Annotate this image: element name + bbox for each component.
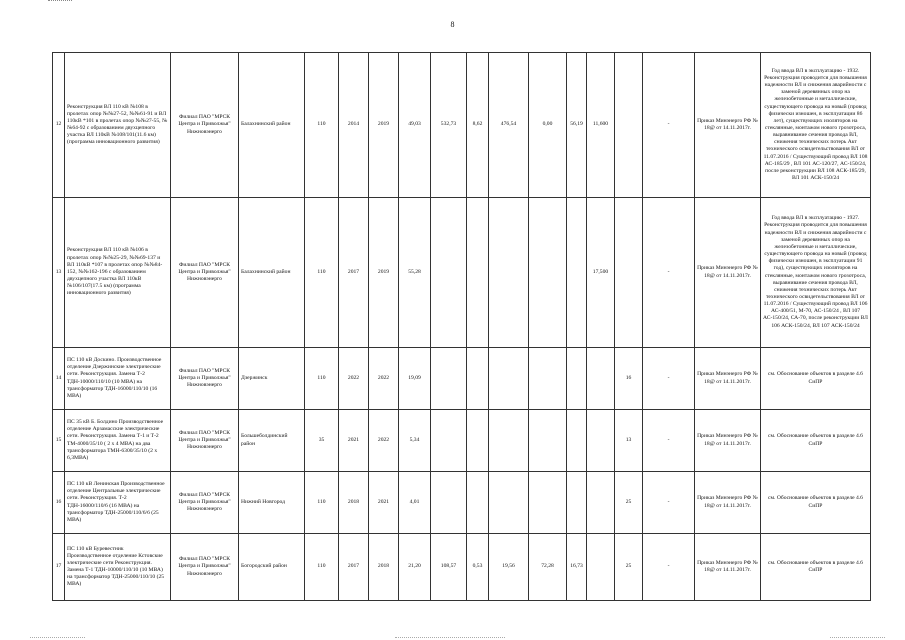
area: Большеболдинский район [239,410,305,472]
year-start: 2017 [339,198,369,348]
value-5 [529,198,567,348]
value-5 [529,348,567,410]
value-9: - [643,348,695,410]
year-end: 2022 [369,410,399,472]
value-1: 5,34 [399,410,431,472]
object-name: Реконструкция ВЛ 110 кВ №108 в пролетах опор №№27-52, №№61-91 и ВЛ 110кВ *101 в пролетах опор №№27-55, №№64-92 с образованием двухцепного участка ВЛ 110кВ №108/101(11.6 км) (программа инновационного развития) [65,53,171,198]
row-number: 13 [53,198,65,348]
scan-edge-mark [30,637,85,638]
value-3: 8,62 [467,53,489,198]
table-row [53,472,871,534]
scan-edge-mark [395,637,505,638]
value-9: - [643,534,695,601]
object-name: ПС 110 кВ Буревестник Производственное отделение Кстовские электрические сети Реконструкция. Замена Т-1 ТДН-10000/110/10 (10 МВА) на трансформатор ТДН-25000/110/10 (25 МВА) [65,534,171,601]
value-4 [489,472,529,534]
voltage: 110 [305,534,339,601]
value-4: 476,54 [489,53,529,198]
value-2: 532,73 [431,53,467,198]
row-number: 12 [53,53,65,198]
value-4: 19,56 [489,534,529,601]
company: Филиал ПАО "МРСК Центра и Приволжья" Нижновэнерго [171,472,239,534]
value-6 [567,198,587,348]
value-5 [529,472,567,534]
value-7: 11,600 [587,53,615,198]
value-9: - [643,472,695,534]
value-8 [615,198,643,348]
value-7 [587,472,615,534]
company: Филиал ПАО "МРСК Центра и Приволжья" Нижновэнерго [171,53,239,198]
order-reference: Приказ Минэнерго РФ № 18@ от 14.11.2017г. [695,472,761,534]
order-reference: Приказ Минэнерго РФ № 18@ от 14.11.2017г. [695,348,761,410]
note: см. Обоснование объектов в разделе 4.6 СиПР [761,534,871,601]
value-6: 16,73 [567,534,587,601]
object-name: Реконструкция ВЛ 110 кВ №106 в пролетах опор №№25-29, №№69-137 и ВЛ 110кВ *107 в пролетах опор №№84-152, №№162-196 с образованием двухцепного участка ВЛ 110кВ №106/107(17.5 км) (программа инновационного развития) [65,198,171,348]
year-end: 2019 [369,53,399,198]
value-9: - [643,198,695,348]
value-1: 55,28 [399,198,431,348]
area: Богородский район [239,534,305,601]
value-5 [529,410,567,472]
voltage: 110 [305,198,339,348]
year-end: 2018 [369,534,399,601]
order-reference: Приказ Минэнерго РФ № 18@ от 14.11.2017г. [695,53,761,198]
value-8: 13 [615,410,643,472]
table-row [53,348,871,410]
year-end: 2019 [369,198,399,348]
row-number: 16 [53,472,65,534]
order-reference: Приказ Минэнерго РФ № 18@ от 14.11.2017г. [695,534,761,601]
company: Филиал ПАО "МРСК Центра и Приволжья" Нижновэнерго [171,198,239,348]
company: Филиал ПАО "МРСК Центра и Приволжья" Нижновэнерго [171,410,239,472]
value-6 [567,348,587,410]
value-1: 21,20 [399,534,431,601]
object-name: ПС 110 кВ Ленинская Производственное отделение Центральные электрические сети. Реконструкция. Т-2 ТДН-16000/110/6 (16 МВА) на трансформатор ТДН-25000/110/6/6 (25 МВА) [65,472,171,534]
page-number: 8 [450,20,455,29]
value-4 [489,198,529,348]
company: Филиал ПАО "МРСК Центра и Приволжья" Нижновэнерго [171,348,239,410]
order-reference: Приказ Минэнерго РФ № 18@ от 14.11.2017г. [695,410,761,472]
value-6 [567,472,587,534]
value-3 [467,198,489,348]
note: см. Обоснование объектов в разделе 4.6 СиПР [761,472,871,534]
value-3 [467,348,489,410]
note: см. Обоснование объектов в разделе 4.6 СиПР [761,410,871,472]
year-end: 2021 [369,472,399,534]
table-row [53,410,871,472]
company: Филиал ПАО "МРСК Центра и Приволжья" Нижновэнерго [171,534,239,601]
value-3: 0,53 [467,534,489,601]
value-3 [467,472,489,534]
value-8: 25 [615,534,643,601]
year-start: 2017 [339,534,369,601]
value-7 [587,348,615,410]
area: Нижний Новгород [239,472,305,534]
value-4 [489,410,529,472]
table-row [53,53,871,198]
note: см. Обоснование объектов в разделе 4.6 СиПР [761,348,871,410]
row-number: 14 [53,348,65,410]
value-5: 72,28 [529,534,567,601]
value-6 [567,410,587,472]
note: Год ввода ВЛ в эксплуатацию - 1932. Реконструкция проводится для повышения надежности ВЛ и снижения аварийности с заменой деревянных опор на железобетонные и металлические, существующего провода на новый (провод физически изношен, в эксплуатации 86 лет), существующих изоляторов на стеклянные, монтажом нового грозотроса, выравнивание сечения провода ВЛ, снижения технических потерь Акт технического освидетельствования ВЛ от 11.07.2016 / Существующий провод ВЛ 108 АС-185/29 , ВЛ 101 АС-120/27, АС-150/24, после реконструкции ВЛ 108 АСК-185/29, ВЛ 101 АСК-150/24 [761,53,871,198]
value-4 [489,348,529,410]
year-start: 2014 [339,53,369,198]
table-row [53,198,871,348]
scan-top-rule [48,0,72,1]
value-2 [431,348,467,410]
row-number: 15 [53,410,65,472]
year-start: 2018 [339,472,369,534]
year-start: 2022 [339,348,369,410]
value-1: 49,03 [399,53,431,198]
note: Год ввода ВЛ в эксплуатацию - 1927. Реконструкция проводится для повышения надежности ВЛ и снижения аварийности с заменой деревянных опор на железобетонные и металлические, существующего провода на новый (провод физически изношен, в эксплуатации 91 год), существующих изоляторов на стеклянные, монтажом нового грозотроса, выравнивание сечения провода ВЛ, снижения технических потерь Акт технического освидетельствования ВЛ от 11.07.2016 / Существующий провод ВЛ 106 АС-400/51, М-70, АС-150/24 , ВЛ 107 АС-150/24, СА-70, после реконструкции ВЛ 106 АСК-150/24, ВЛ 107 АСК-150/24 [761,198,871,348]
area: Балахнинский район [239,53,305,198]
object-name: ПС 35 кВ Б. Болдино Производственное отделение Арзамасские электрические сети. Реконструкция. Замена Т-1 и Т-2 ТМ-4000/35/10 ( 2 x 4 МВА) на два трансформатора ТМН-6300/35/10 (2 x 6,3МВА) [65,410,171,472]
order-reference: Приказ Минэнерго РФ № 18@ от 14.11.2017г. [695,198,761,348]
value-3 [467,410,489,472]
value-9: - [643,410,695,472]
value-7 [587,534,615,601]
row-number: 17 [53,534,65,601]
year-start: 2021 [339,410,369,472]
value-8 [615,53,643,198]
value-8: 16 [615,348,643,410]
value-8: 25 [615,472,643,534]
voltage: 110 [305,472,339,534]
value-1: 4,01 [399,472,431,534]
area: Балахнинский район [239,198,305,348]
value-7: 17,500 [587,198,615,348]
area: Дзержинск [239,348,305,410]
value-9: - [643,53,695,198]
investment-projects-table [52,52,871,601]
voltage: 110 [305,53,339,198]
voltage: 110 [305,348,339,410]
year-end: 2022 [369,348,399,410]
scan-edge-mark [830,637,885,638]
object-name: ПС 110 кВ Доскино. Производственное отделение Дзержинские электрические сети. Реконструкция. Замена Т-2 ТДН-10000/110/10 (10 МВА) на трансформатор ТДН-16000/110/10 (16 МВА) [65,348,171,410]
value-2: 108,57 [431,534,467,601]
value-2 [431,198,467,348]
value-7 [587,410,615,472]
value-5: 0,00 [529,53,567,198]
value-1: 19,09 [399,348,431,410]
voltage: 35 [305,410,339,472]
value-2 [431,472,467,534]
table-row [53,534,871,601]
value-2 [431,410,467,472]
value-6: 56,19 [567,53,587,198]
